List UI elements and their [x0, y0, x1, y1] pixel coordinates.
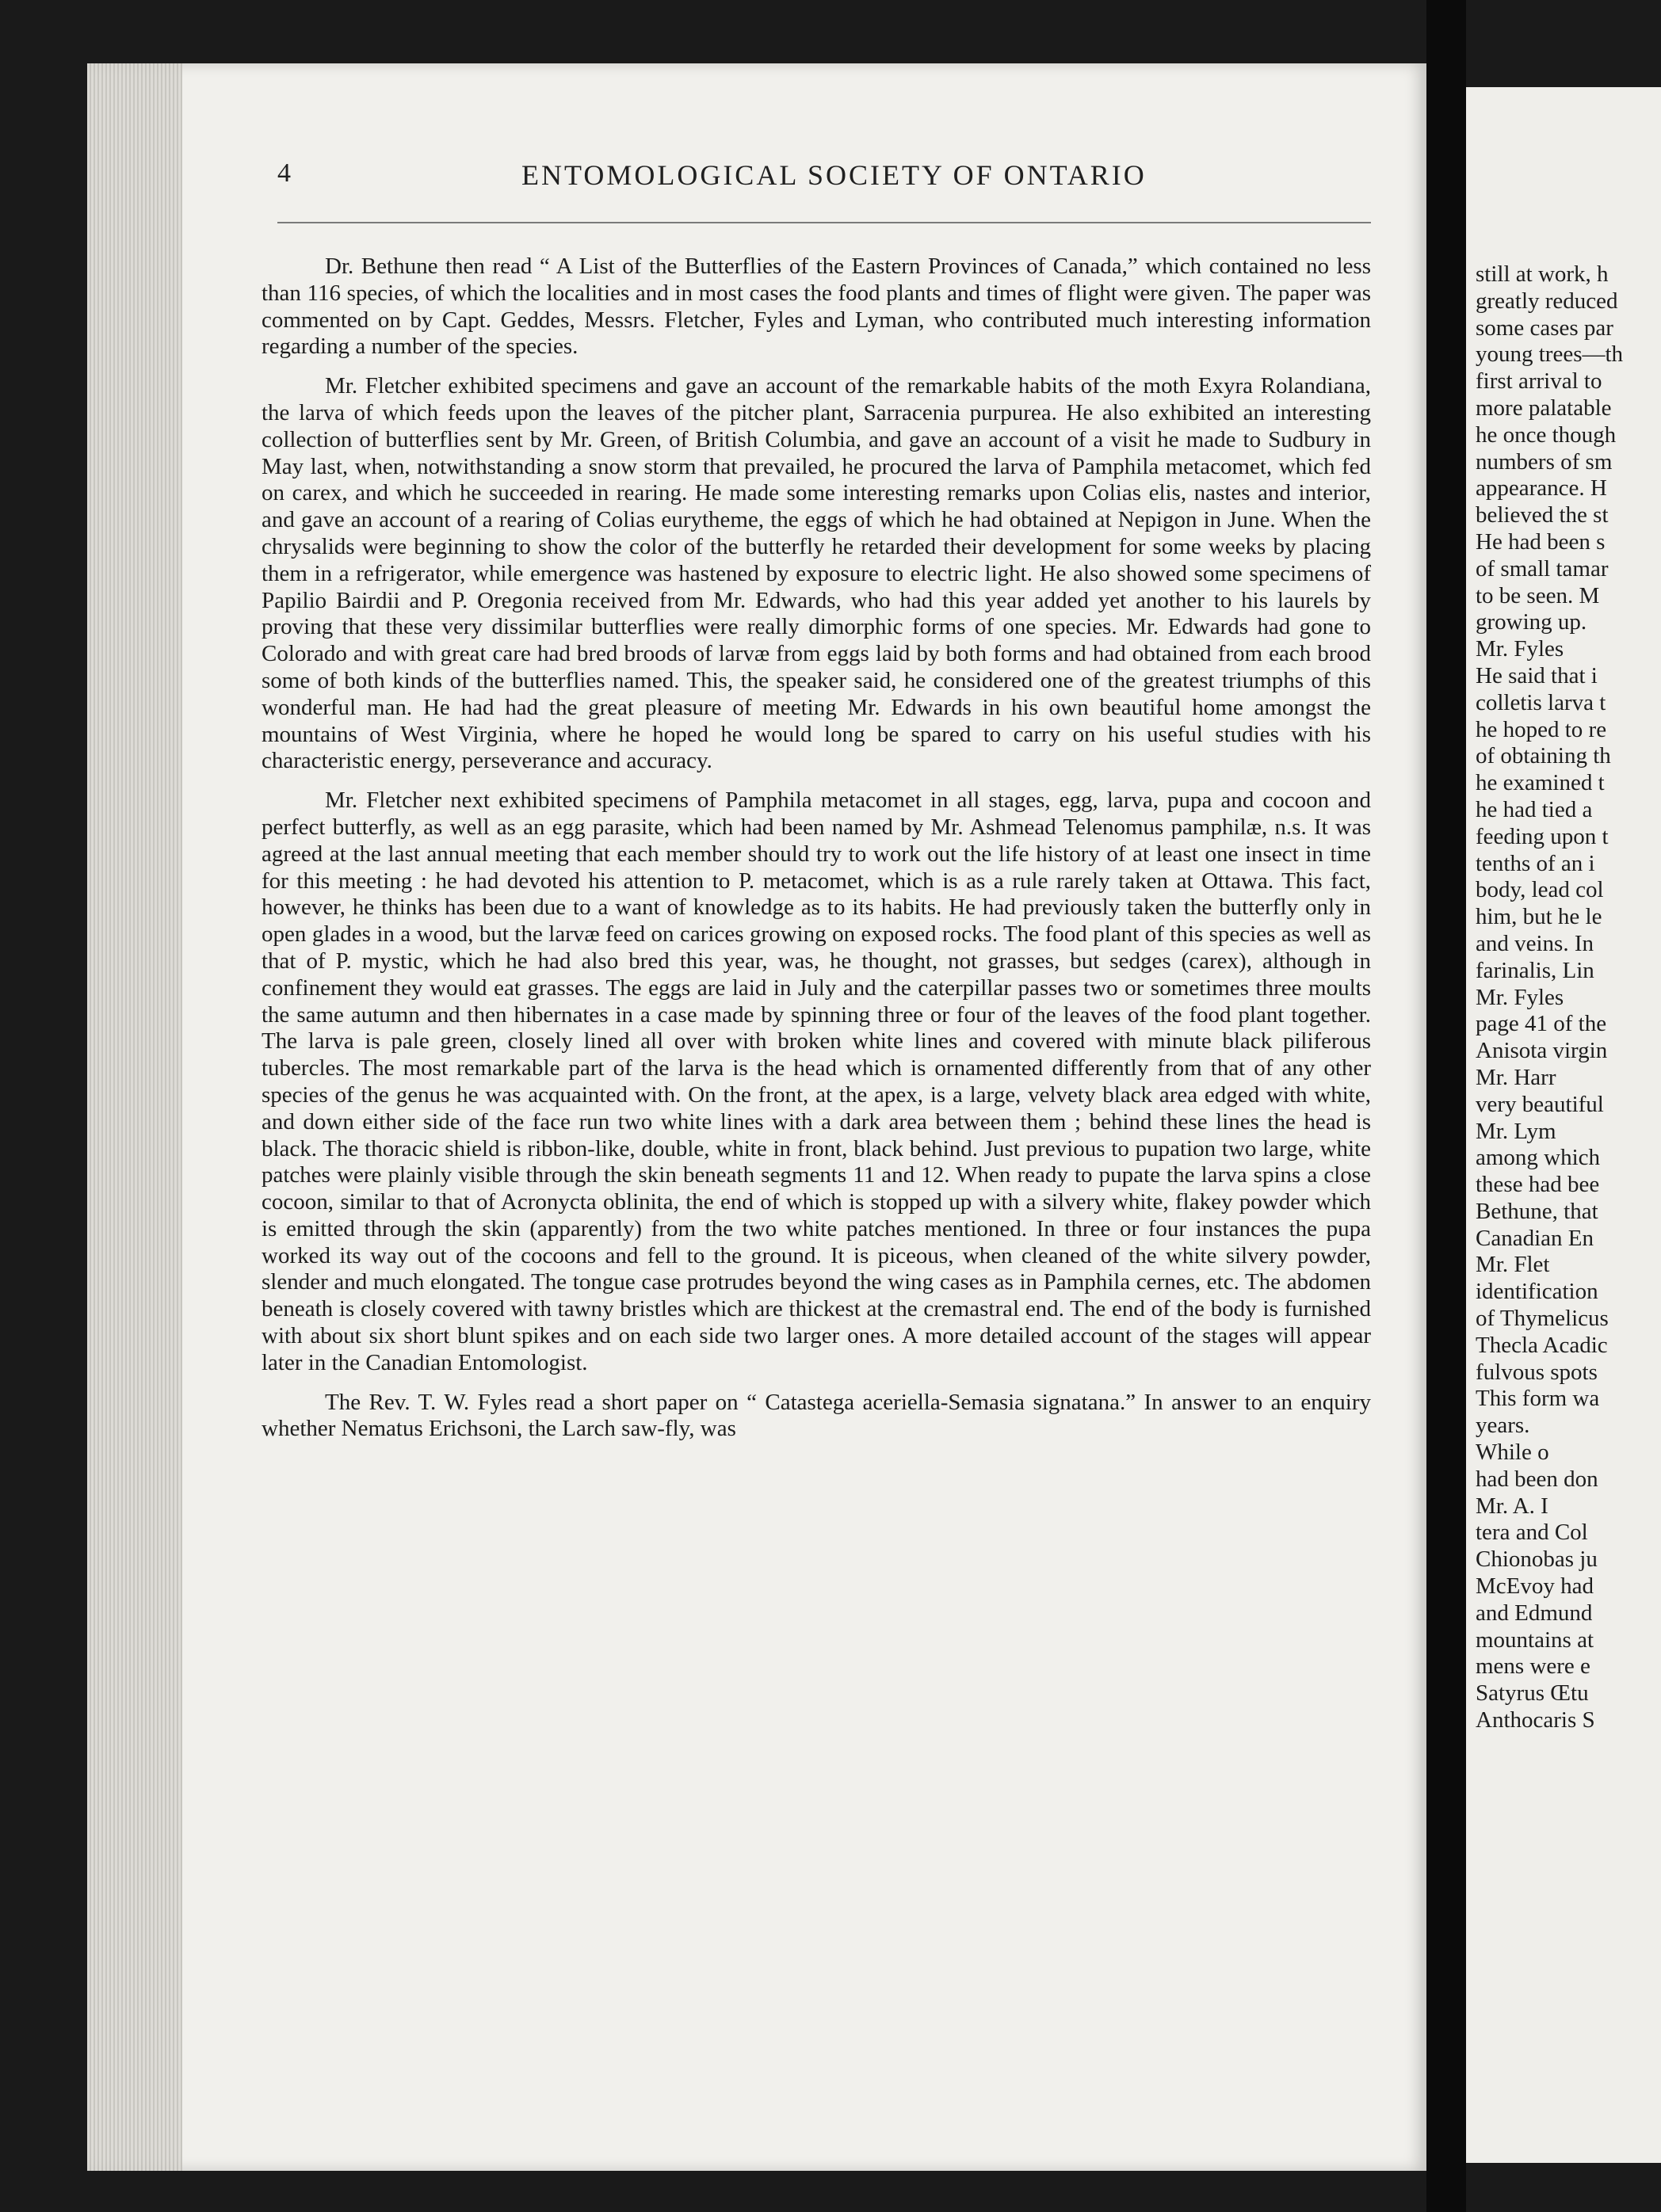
right-page-line: to be seen. M — [1476, 582, 1600, 608]
right-page-line: Thecla Acadic — [1476, 1332, 1608, 1358]
right-page-line: Satyrus Œtu — [1476, 1680, 1589, 1707]
page-header — [277, 158, 1387, 206]
right-page-line: page 41 of the — [1476, 1011, 1607, 1037]
right-page-line: and veins. In — [1476, 930, 1594, 956]
right-page-line: young trees—th — [1476, 341, 1624, 368]
right-page-line: more palatable — [1476, 395, 1612, 421]
right-page-line: among which — [1476, 1145, 1601, 1171]
right-page-line: tenths of an i — [1476, 850, 1595, 876]
right-page-line: body, lead col — [1476, 877, 1604, 903]
right-page-line: of Thymelicus — [1476, 1306, 1609, 1332]
right-page-line: growing up. — [1476, 609, 1587, 635]
right-page-line: Mr. Fyles — [1476, 636, 1564, 662]
right-page-line: very beautiful — [1476, 1091, 1604, 1117]
right-page-line: he had tied a — [1476, 796, 1593, 822]
right-page-text — [1476, 261, 1661, 1734]
right-page-line: numbers of sm — [1476, 448, 1613, 475]
right-page-line: identification — [1476, 1279, 1598, 1305]
right-page-line: him, but he le — [1476, 904, 1602, 930]
right-page-line: he hoped to re — [1476, 716, 1607, 742]
right-page-line: of obtaining th — [1476, 743, 1611, 769]
right-page-line: Bethune, that — [1476, 1198, 1598, 1224]
right-page-line: farinalis, Lin — [1476, 957, 1594, 983]
right-page-line: mountains at — [1476, 1627, 1594, 1653]
right-page-line: Mr. Fyles — [1476, 984, 1564, 1010]
right-page-line: fulvous spots — [1476, 1359, 1598, 1385]
right-page-line: Anthocaris S — [1476, 1707, 1595, 1733]
paragraph: Dr. Bethune then read “ A List of the Butterflies of the Eastern Provinces of Canada,” which contained no less than 116 species, of which the localities and in most cases the food plants and times of flight were given. The paper was commented on by Capt. Geddes, Messrs. Fletcher, Fyles and Lyman, who contributed much interesting information regarding a number of the species. — [262, 254, 1371, 360]
right-page-line: he examined t — [1476, 770, 1605, 796]
right-page-line: and Edmund — [1476, 1600, 1593, 1626]
paragraph: Mr. Fletcher exhibited specimens and gave an account of the remarkable habits of the moth Exyra Rolandiana, the larva of which feeds upon the leaves of the pitcher plant, Sarracenia purpurea. He also exhibited an interesting collection of butterflies sent by Mr. Green, of British Columbia, and gave an account of a visit he made to Sudbury in May last, when, notwithstanding a snow storm that prevailed, he procured the larva of Pamphila metacomet, which fed on carex, and which he succeeded in rearing. He made some interesting remarks upon Colias elis, nastes and interior, and gave an account of a rearing of Colias eurytheme, the eggs of which he had obtained at Nepigon in June. When the chrysalids were beginning to show the color of the butterfly he retarded their development for some weeks by placing them in a refrigerator, while emergence was hastened by exposure to electric light. He also showed some specimens of Papilio Bairdii and P. Oregonia received from Mr. Edwards, who had this year added yet another to his laurels by proving that these very dissimilar butterflies were really dimorphic forms of one species. Mr. Edwards had gone to Colorado and with great care had bred broods of larvæ from eggs laid by both forms and had obtained from each brood some of both kinds of the butterflies named. This, the speaker said, he considered one of the greatest triumphs of this wonderful man. He had had the great pleasure of meeting Mr. Edwards in his own beautiful home amongst the mountains of West Virginia, where he hoped he would long be spared to carry on his useful studies with his characteristic energy, perseverance and accuracy. — [262, 373, 1371, 774]
right-page — [1466, 87, 1661, 2163]
right-page-line: believed the st — [1476, 502, 1609, 528]
right-page-line: He said that i — [1476, 662, 1598, 688]
page-number: 4 — [277, 158, 291, 188]
right-page-line: Anisota virgin — [1476, 1038, 1608, 1064]
running-title: ENTOMOLOGICAL SOCIETY OF ONTARIO — [521, 159, 1147, 191]
right-page-line: This form wa — [1476, 1386, 1600, 1412]
right-page-line: colletis larva t — [1476, 689, 1606, 715]
page-edge-stack — [87, 63, 182, 2171]
header-rule — [277, 222, 1371, 223]
right-page-line: he once though — [1476, 421, 1617, 448]
right-page-line: these had bee — [1476, 1172, 1600, 1198]
right-page-line: He had been s — [1476, 528, 1606, 555]
right-page-line: greatly reduced — [1476, 288, 1618, 314]
right-page-line: mens were e — [1476, 1653, 1590, 1680]
right-page-line: appearance. H — [1476, 475, 1607, 502]
right-page-line: Canadian En — [1476, 1225, 1594, 1251]
right-page-line: of small tamar — [1476, 555, 1609, 582]
right-page-line: Chionobas ju — [1476, 1546, 1598, 1573]
right-page-line: years. — [1476, 1413, 1530, 1439]
right-page-line: While o — [1476, 1440, 1549, 1466]
right-page-line: Mr. Flet — [1476, 1252, 1550, 1278]
right-page-line: some cases par — [1476, 315, 1613, 341]
right-page-line: feeding upon t — [1476, 823, 1609, 849]
right-page-line: McEvoy had — [1476, 1573, 1594, 1600]
right-page-line: Mr. A. I — [1476, 1493, 1548, 1519]
paragraph: Mr. Fletcher next exhibited specimens of Pamphila metacomet in all stages, egg, larva, pupa and cocoon and perfect butterfly, as well as an egg parasite, which had been named by Mr. Ashmead Telenomus pamphilæ, n.s. It was agreed at the last annual meeting that each member should try to work out the life history of at least one insect in time for this meeting : he had devoted his attention to P. metacomet, which is as a rule rarely taken at Ottawa. This fact, however, he thinks has been due to a want of knowledge as to its habits. He had previously taken the butterfly only in open glades in a wood, but the larvæ feed on carices growing on exposed rocks. The food plant of this species as well as that of P. mystic, which he had also bred this year, was, he thought, not grasses, but sedges (carex), although in confinement they would eat grasses. The eggs are laid in July and the caterpillar passes two or sometimes three moults the same autumn and then hibernates in a case made by spinning three or four of the leaves of the food plant together. The larva is pale green, closely lined all over with broken white lines and covered with minute black piliferous tubercles. The most remarkable part of the larva is the head which is ornamented differently from that of any other species of the genus he was acquainted with. On the front, at the apex, is a large, velvety black area edged with white, and down either side of the face run two white lines with a dark area between them ; behind these lines the head is black. The thoracic shield is ribbon-like, double, white in front, black behind. Just previous to pupation two large, white patches were plainly visible through the skin beneath segments 11 and 12. When ready to pupate the larva spins a close cocoon, similar to that of Acronycta oblinita, the end of which is stopped up with a silvery white, flakey powder which is emitted through the skin (apparently) from the two white patches mentioned. In three or four instances the pupa worked its way out of the cocoons and fell to the ground. It is piceous, when cleaned of the white silvery powder, slender and much elongated. The tongue case protrudes beyond the wing cases as in Pamphila cernes, etc. The abdomen beneath is closely covered with tawny bristles which are thickest at the cremastral end. The end of the body is furnished with about six short blunt spikes and on each side two larger ones. A more detailed account of the stages will appear later in the Canadian Entomologist. — [262, 788, 1371, 1375]
right-page-line: first arrival to — [1476, 368, 1602, 395]
right-page-line: tera and Col — [1476, 1520, 1588, 1546]
right-page-line: had been don — [1476, 1466, 1598, 1492]
right-page-line: Mr. Lym — [1476, 1118, 1556, 1144]
paragraph: The Rev. T. W. Fyles read a short paper on “ Catastega aceriella-Semasia signatana.” In answer to an enquiry whether Nematus Erichsoni, the Larch saw-fly, was — [262, 1389, 1371, 1442]
body-text — [262, 254, 1371, 1455]
right-page-line: still at work, h — [1476, 261, 1609, 287]
right-page-line: Mr. Harr — [1476, 1064, 1556, 1090]
book-gutter — [1426, 0, 1466, 2212]
